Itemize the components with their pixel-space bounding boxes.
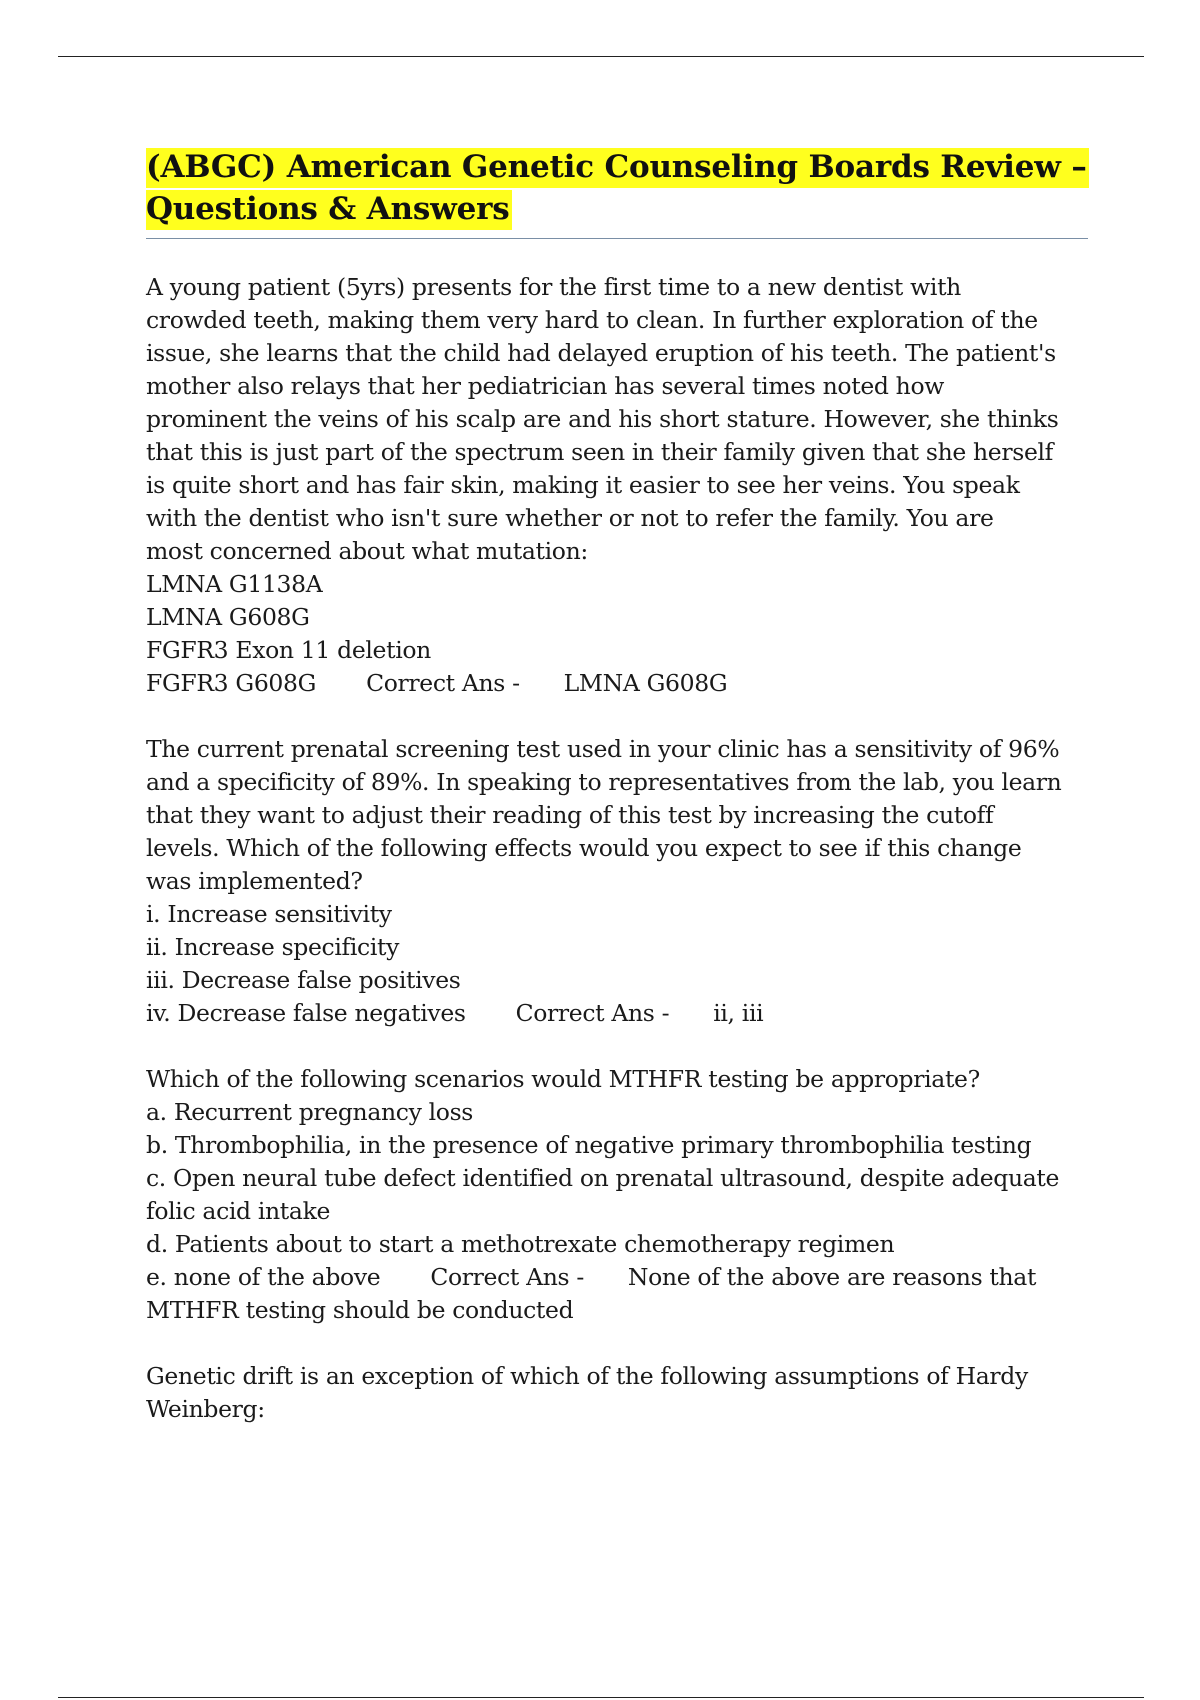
questions-body — [146, 271, 1096, 1459]
question-stem-line: A young patient (5yrs) presents for the first time to a new dentist with — [146, 273, 961, 301]
answer-option: folic acid intake — [146, 1197, 331, 1225]
correct-answer: LMNA G608G — [563, 669, 728, 697]
answer-option: b. Thrombophilia, in the presence of negative primary thrombophilia testing — [146, 1131, 1032, 1159]
answer-option: LMNA G608G — [146, 603, 310, 631]
answer-option: iv. Decrease false negatives — [146, 999, 466, 1027]
answer-option: iii. Decrease false positives — [146, 966, 461, 994]
title-underline-rule — [146, 238, 1088, 239]
document-title — [146, 146, 1096, 230]
page-top-rule — [58, 56, 1144, 57]
question-stem-line: is quite short and has fair skin, making it easier to see her veins. You speak — [146, 471, 1020, 499]
correct-answer-continued: MTHFR testing should be conducted — [146, 1296, 574, 1324]
question-stem-line: prominent the veins of his scalp are and his short stature. However, she thinks — [146, 405, 1059, 433]
question-stem-line: mother also relays that her pediatrician has several times noted how — [146, 372, 945, 400]
correct-answer-marker: Correct Ans - — [515, 999, 670, 1027]
question-stem-line: that they want to adjust their reading of this test by increasing the cutoff — [146, 801, 994, 829]
question-stem-line: crowded teeth, making them very hard to clean. In further exploration of the — [146, 306, 1038, 334]
title-highlight-line-2: Questions & Answers — [146, 190, 512, 230]
question-block-3 — [146, 1063, 1096, 1327]
answer-option: FGFR3 G608G — [146, 669, 317, 697]
correct-answer: None of the above are reasons that — [627, 1263, 1037, 1291]
question-stem-line: that this is just part of the spectrum seen in their family given that she herself — [146, 438, 1054, 466]
answer-option-with-key — [146, 667, 1096, 700]
answer-option: d. Patients about to start a methotrexate chemotherapy regimen — [146, 1230, 895, 1258]
question-stem-line: Weinberg: — [146, 1395, 265, 1423]
question-stem-line: most concerned about what mutation: — [146, 537, 588, 565]
title-highlight-line-1: (ABGC) American Genetic Counseling Boards Review – — [146, 148, 1089, 188]
question-stem-line: Which of the following scenarios would MTHFR testing be appropriate? — [146, 1065, 980, 1093]
question-stem-line: was implemented? — [146, 867, 363, 895]
correct-answer-marker: Correct Ans - — [366, 669, 520, 697]
answer-option: LMNA G1138A — [146, 570, 323, 598]
answer-option: ii. Increase specificity — [146, 933, 400, 961]
answer-option-with-key — [146, 1261, 1096, 1294]
correct-answer-marker: Correct Ans - — [430, 1263, 584, 1291]
answer-option: i. Increase sensitivity — [146, 900, 392, 928]
answer-option: a. Recurrent pregnancy loss — [146, 1098, 474, 1126]
question-block-4 — [146, 1360, 1096, 1426]
question-block-2 — [146, 733, 1096, 1030]
question-stem-line: Genetic drift is an exception of which of the following assumptions of Hardy — [146, 1362, 1028, 1390]
answer-option-with-key — [146, 997, 1096, 1030]
question-stem-line: issue, she learns that the child had delayed eruption of his teeth. The patient's — [146, 339, 1056, 367]
question-stem-line: levels. Which of the following effects would you expect to see if this change — [146, 834, 1022, 862]
answer-option: e. none of the above — [146, 1263, 381, 1291]
question-stem-line: The current prenatal screening test used in your clinic has a sensitivity of 96% — [146, 735, 1060, 763]
answer-option: c. Open neural tube defect identified on prenatal ultrasound, despite adequate — [146, 1164, 1060, 1192]
question-block-1 — [146, 271, 1096, 700]
correct-answer: ii, iii — [713, 999, 764, 1027]
question-stem-line: with the dentist who isn't sure whether or not to refer the family. You are — [146, 504, 994, 532]
answer-option: FGFR3 Exon 11 deletion — [146, 636, 431, 664]
question-stem-line: and a specificity of 89%. In speaking to representatives from the lab, you learn — [146, 768, 1062, 796]
page-bottom-rule — [58, 1697, 1144, 1698]
